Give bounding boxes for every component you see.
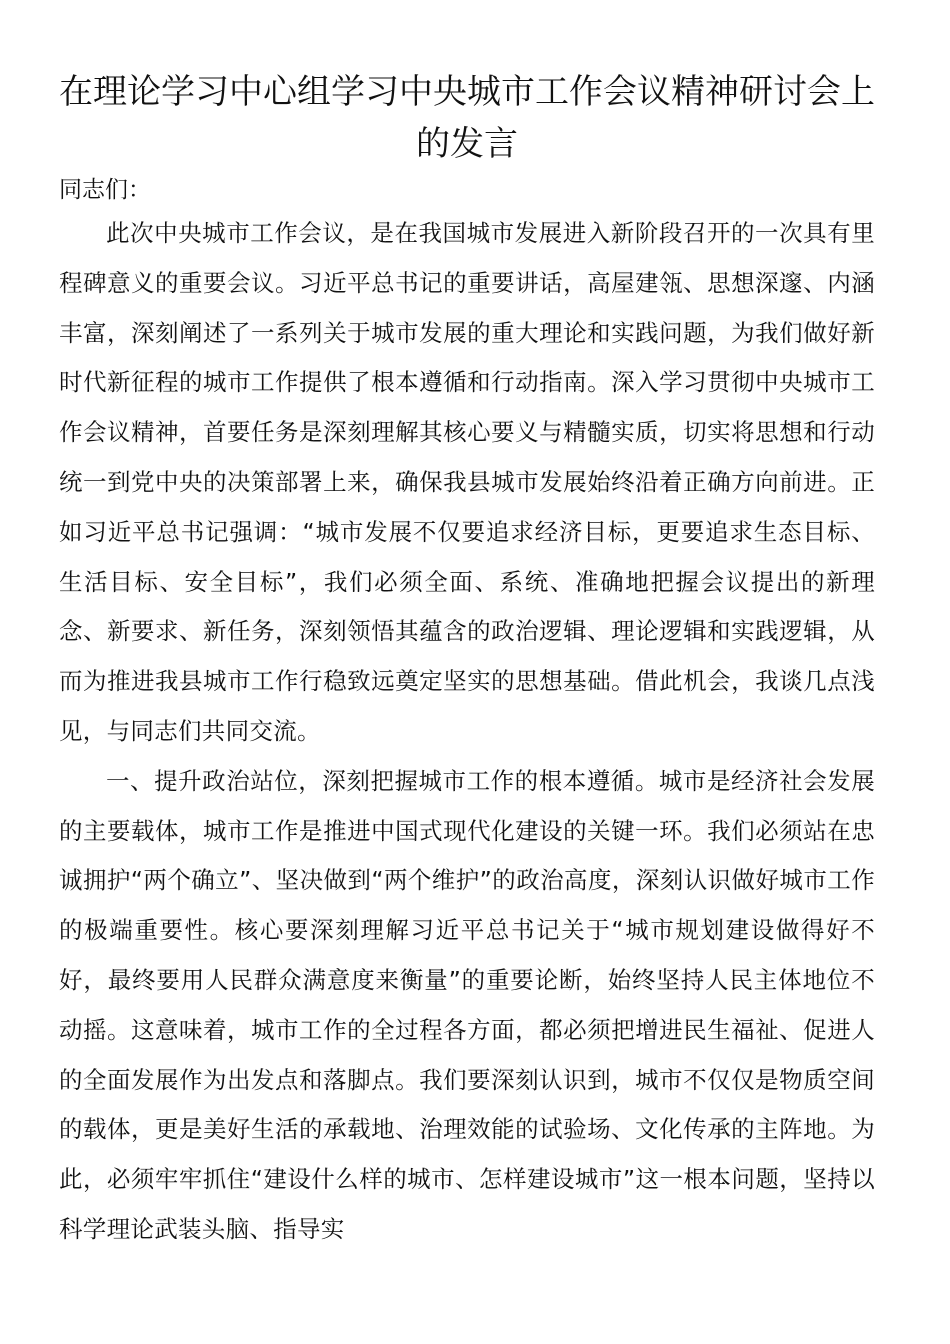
- salutation: 同志们：: [59, 177, 151, 203]
- paragraph-section-one: 一、提升政治站位，深刻把握城市工作的根本遵循。城市是经济社会发展的主要载体，城市工作是推进中国式现代化建设的关键一环。我们必须站在忠诚拥护“两个确立”、坚决做到“两个维护”的政治高度，深刻认识做好城市工作的极端重要性。核心要深刻理解习近平总书记关于“城市规划建设做得好不好，最终要用人民群众满意度来衡量”的重要论断，始终坚持人民主体地位不动摇。这意味着，城市工作的全过程各方面，都必须把增进民生福祉、促进人的全面发展作为出发点和落脚点。我们要深刻认识到，城市不仅仅是物质空间的载体，更是美好生活的承载地、治理效能的试验场、文化传承的主阵地。为此，必须牢牢抓住“建设什么样的城市、怎样建设城市”这一根本问题，坚持以科学理论武装头脑、指导实: [59, 766, 875, 1243]
- paragraph-intro: 此次中央城市工作会议，是在我国城市发展进入新阶段召开的一次具有里程碑意义的重要会议。习近平总书记的重要讲话，高屋建瓴、思想深邃、内涵丰富，深刻阐述了一系列关于城市发展的重大理论和实践问题，为我们做好新时代新征程的城市工作提供了根本遵循和行动指南。深入学习贯彻中央城市工作会议精神，首要任务是深刻理解其核心要义与精髓实质，切实将思想和行动统一到党中央的决策部署上来，确保我县城市发展始终沿着正确方向前进。正如习近平总书记强调：“城市发展不仅要追求经济目标，更要追求生态目标、生活目标、安全目标”，我们必须全面、系统、准确地把握会议提出的新理念、新要求、新任务，深刻领悟其蕴含的政治逻辑、理论逻辑和实践逻辑，从而为推进我县城市工作行稳致远奠定坚实的思想基础。借此机会，我谈几点浅见，与同志们共同交流。: [59, 219, 875, 745]
- document-title: 在理论学习中心组学习中央城市工作会议精神研讨会上的发言: [59, 72, 875, 164]
